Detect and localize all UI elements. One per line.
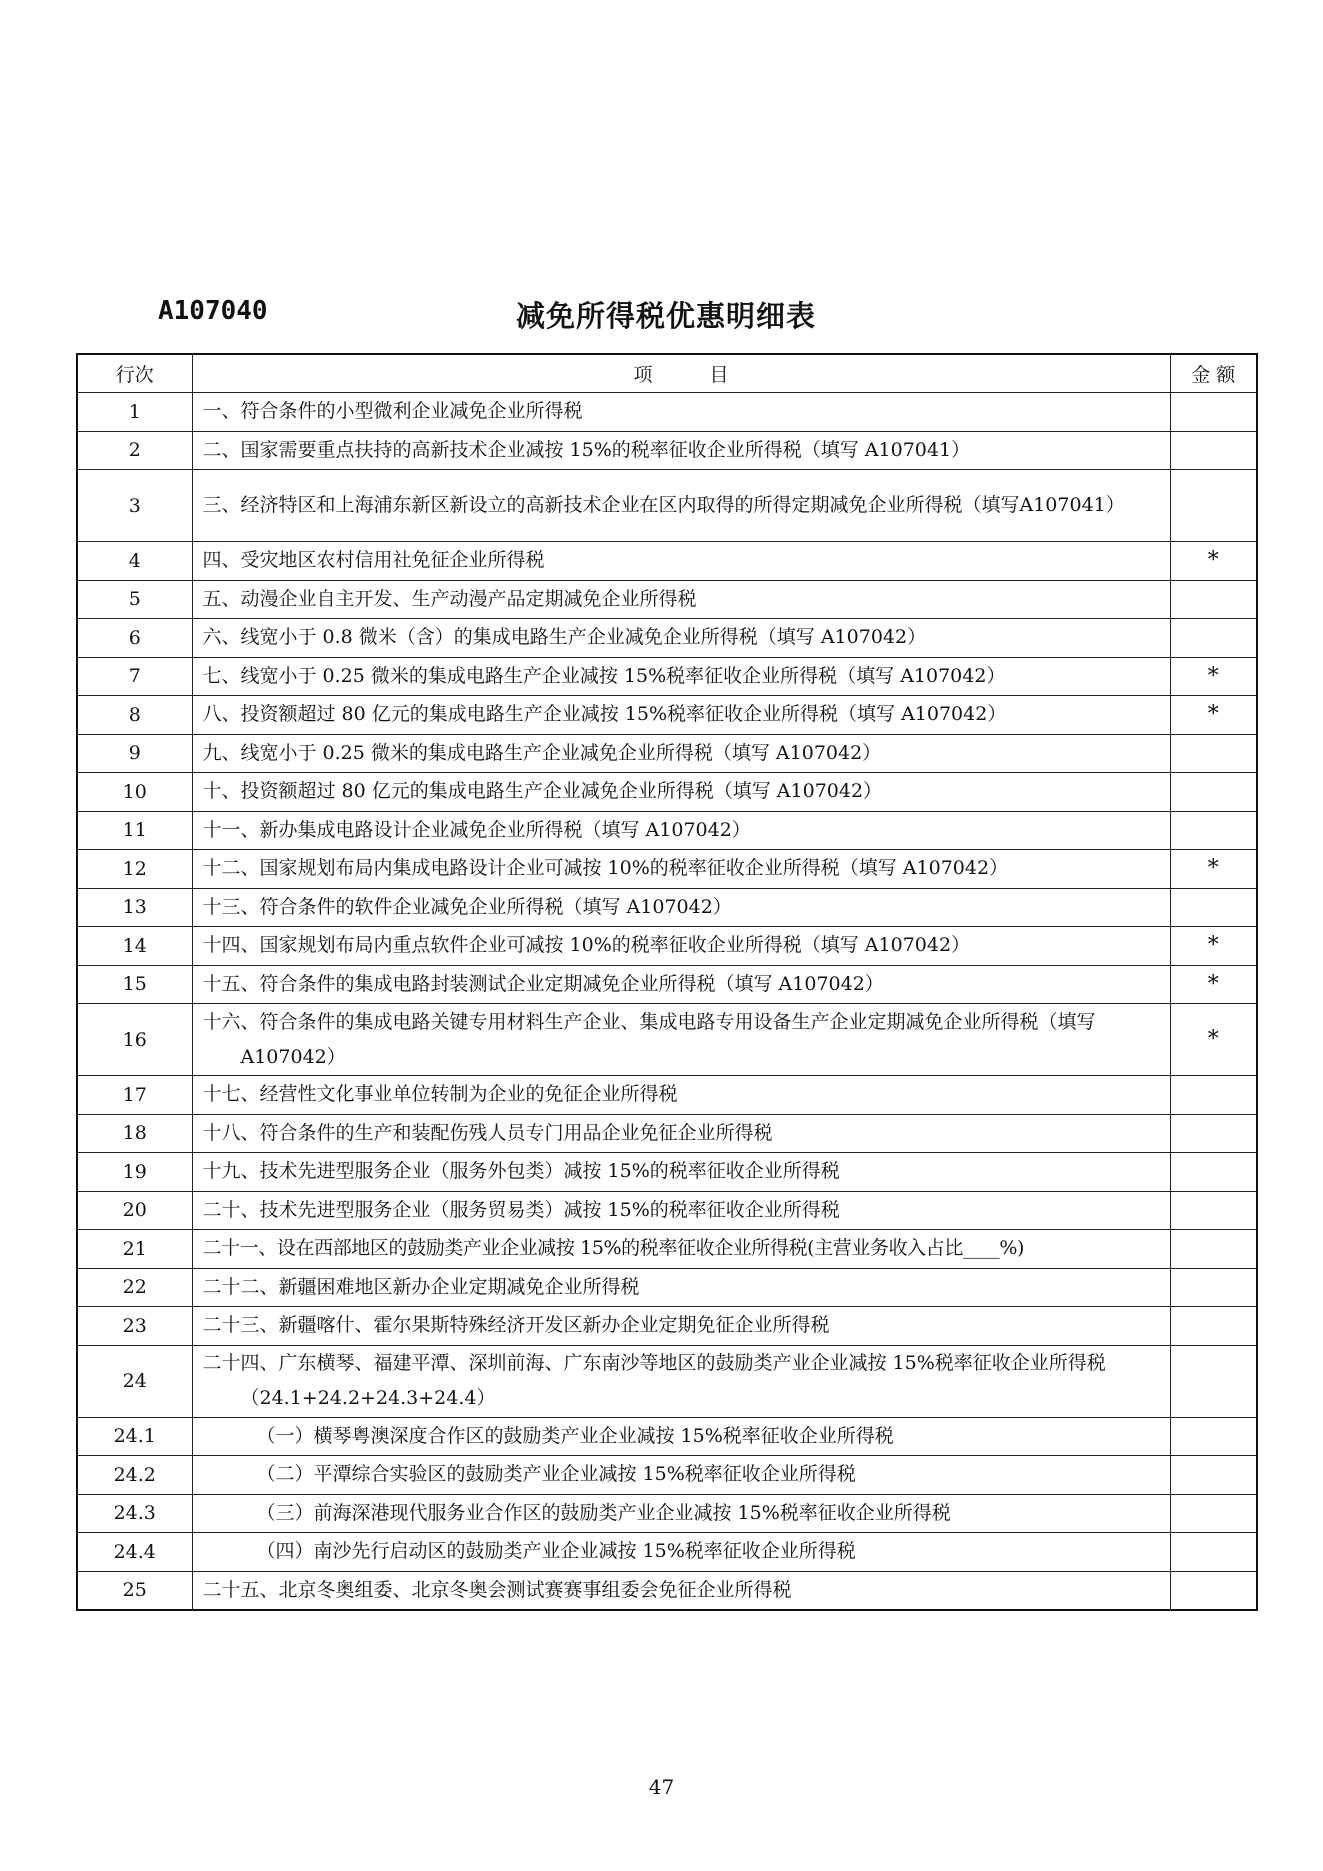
row-number: 24.3 [77, 1494, 192, 1533]
table-row [77, 888, 1257, 927]
table-row [77, 927, 1257, 966]
row-item: （四）南沙先行启动区的鼓励类产业企业减按 15%税率征收企业所得税 [192, 1533, 1170, 1572]
row-number: 25 [77, 1571, 192, 1610]
row-amount[interactable] [1170, 811, 1257, 850]
table-row [77, 1307, 1257, 1346]
row-item: 一、符合条件的小型微利企业减免企业所得税 [192, 393, 1170, 432]
table-row [77, 1456, 1257, 1495]
table-row [77, 1571, 1257, 1610]
table-row [77, 734, 1257, 773]
table-row [77, 431, 1257, 470]
table-row [77, 1494, 1257, 1533]
row-number: 13 [77, 888, 192, 927]
row-item: 十四、国家规划布局内重点软件企业可减按 10%的税率征收企业所得税（填写 A107042） [192, 927, 1170, 966]
row-item: 八、投资额超过 80 亿元的集成电路生产企业减按 15%税率征收企业所得税（填写 A107042） [192, 696, 1170, 735]
table-row [77, 657, 1257, 696]
row-amount[interactable] [1170, 1191, 1257, 1230]
row-amount[interactable] [1170, 1114, 1257, 1153]
row-amount[interactable] [1170, 1417, 1257, 1456]
row-amount[interactable] [1170, 888, 1257, 927]
row-number: 5 [77, 580, 192, 619]
row-item: 十三、符合条件的软件企业减免企业所得税（填写 A107042） [192, 888, 1170, 927]
row-item: 十一、新办集成电路设计企业减免企业所得税（填写 A107042） [192, 811, 1170, 850]
table-row [77, 1345, 1257, 1417]
row-number: 7 [77, 657, 192, 696]
row-item: 二、国家需要重点扶持的高新技术企业减按 15%的税率征收企业所得税（填写 A107041） [192, 431, 1170, 470]
row-amount[interactable] [1170, 1571, 1257, 1610]
row-number: 14 [77, 927, 192, 966]
row-number: 15 [77, 965, 192, 1004]
row-amount: * [1170, 657, 1257, 696]
row-number: 3 [77, 470, 192, 542]
row-amount: * [1170, 1004, 1257, 1076]
row-amount[interactable] [1170, 470, 1257, 542]
row-number: 9 [77, 734, 192, 773]
row-item: 十九、技术先进型服务企业（服务外包类）减按 15%的税率征收企业所得税 [192, 1153, 1170, 1192]
row-item: 二十五、北京冬奥组委、北京冬奥会测试赛赛事组委会免征企业所得税 [192, 1571, 1170, 1610]
table-row [77, 1191, 1257, 1230]
header-amount: 金 额 [1170, 354, 1257, 393]
row-amount[interactable] [1170, 1345, 1257, 1417]
table-row [77, 470, 1257, 542]
table-row [77, 1417, 1257, 1456]
row-amount: * [1170, 850, 1257, 889]
row-amount: * [1170, 927, 1257, 966]
form-header [76, 294, 1256, 334]
tax-reduction-table [76, 353, 1258, 1611]
row-item: 七、线宽小于 0.25 微米的集成电路生产企业减按 15%税率征收企业所得税（填写 A107042） [192, 657, 1170, 696]
row-number: 12 [77, 850, 192, 889]
table-row [77, 580, 1257, 619]
row-amount[interactable] [1170, 619, 1257, 658]
row-amount[interactable] [1170, 1456, 1257, 1495]
row-item: 二十一、设在西部地区的鼓励类产业企业减按 15%的税率征收企业所得税(主营业务收入占比____%) [192, 1230, 1170, 1269]
table-row [77, 965, 1257, 1004]
table-row [77, 811, 1257, 850]
row-amount[interactable] [1170, 1494, 1257, 1533]
table-row [77, 1153, 1257, 1192]
header-row-number: 行次 [77, 354, 192, 393]
row-item: 十五、符合条件的集成电路封装测试企业定期减免企业所得税（填写 A107042） [192, 965, 1170, 1004]
form-code: A107040 [158, 296, 268, 326]
row-number: 24 [77, 1345, 192, 1417]
table-header-row [77, 354, 1257, 393]
row-number: 24.2 [77, 1456, 192, 1495]
row-number: 1 [77, 393, 192, 432]
page-number: 47 [648, 1775, 675, 1799]
row-amount[interactable] [1170, 773, 1257, 812]
row-number: 6 [77, 619, 192, 658]
row-item: 十二、国家规划布局内集成电路设计企业可减按 10%的税率征收企业所得税（填写 A107042） [192, 850, 1170, 889]
row-amount[interactable] [1170, 1533, 1257, 1572]
row-number: 18 [77, 1114, 192, 1153]
table-row [77, 1230, 1257, 1269]
row-number: 11 [77, 811, 192, 850]
table-row [77, 773, 1257, 812]
row-amount[interactable] [1170, 1153, 1257, 1192]
table-row [77, 1268, 1257, 1307]
row-item: 二十、技术先进型服务企业（服务贸易类）减按 15%的税率征收企业所得税 [192, 1191, 1170, 1230]
header-item: 项 目 [192, 354, 1170, 393]
row-amount[interactable] [1170, 1307, 1257, 1346]
row-number: 10 [77, 773, 192, 812]
table-row [77, 542, 1257, 581]
row-amount[interactable] [1170, 1230, 1257, 1269]
row-number: 23 [77, 1307, 192, 1346]
table-row [77, 696, 1257, 735]
row-item: 二十四、广东横琴、福建平潭、深圳前海、广东南沙等地区的鼓励类产业企业减按 15%税率征收企业所得税（24.1+24.2+24.3+24.4） [192, 1345, 1170, 1417]
row-amount: * [1170, 965, 1257, 1004]
row-number: 21 [77, 1230, 192, 1269]
row-amount[interactable] [1170, 734, 1257, 773]
row-item: （一）横琴粤澳深度合作区的鼓励类产业企业减按 15%税率征收企业所得税 [192, 1417, 1170, 1456]
row-number: 19 [77, 1153, 192, 1192]
row-amount: * [1170, 696, 1257, 735]
row-item: 十八、符合条件的生产和装配伤残人员专门用品企业免征企业所得税 [192, 1114, 1170, 1153]
row-number: 4 [77, 542, 192, 581]
row-item: 十六、符合条件的集成电路关键专用材料生产企业、集成电路专用设备生产企业定期减免企业所得税（填写 A107042） [192, 1004, 1170, 1076]
row-amount: * [1170, 542, 1257, 581]
row-number: 22 [77, 1268, 192, 1307]
row-item: （二）平潭综合实验区的鼓励类产业企业减按 15%税率征收企业所得税 [192, 1456, 1170, 1495]
row-number: 24.1 [77, 1417, 192, 1456]
row-number: 2 [77, 431, 192, 470]
table-row [77, 1004, 1257, 1076]
row-number: 16 [77, 1004, 192, 1076]
table-row [77, 393, 1257, 432]
row-amount[interactable] [1170, 580, 1257, 619]
table-row [77, 850, 1257, 889]
row-item: （三）前海深港现代服务业合作区的鼓励类产业企业减按 15%税率征收企业所得税 [192, 1494, 1170, 1533]
table-row [77, 1533, 1257, 1572]
row-item: 二十二、新疆困难地区新办企业定期减免企业所得税 [192, 1268, 1170, 1307]
row-item: 十、投资额超过 80 亿元的集成电路生产企业减免企业所得税（填写 A107042） [192, 773, 1170, 812]
row-item: 十七、经营性文化事业单位转制为企业的免征企业所得税 [192, 1076, 1170, 1115]
table-row [77, 1076, 1257, 1115]
row-amount[interactable] [1170, 393, 1257, 432]
row-number: 24.4 [77, 1533, 192, 1572]
row-number: 17 [77, 1076, 192, 1115]
row-amount[interactable] [1170, 1076, 1257, 1115]
row-number: 8 [77, 696, 192, 735]
form-title: 减免所得税优惠明细表 [515, 299, 816, 333]
row-amount[interactable] [1170, 431, 1257, 470]
row-item: 四、受灾地区农村信用社免征企业所得税 [192, 542, 1170, 581]
row-item: 三、经济特区和上海浦东新区新设立的高新技术企业在区内取得的所得定期减免企业所得税（填写A107041） [192, 470, 1170, 542]
row-amount[interactable] [1170, 1268, 1257, 1307]
row-item: 九、线宽小于 0.25 微米的集成电路生产企业减免企业所得税（填写 A107042） [192, 734, 1170, 773]
row-item: 二十三、新疆喀什、霍尔果斯特殊经济开发区新办企业定期免征企业所得税 [192, 1307, 1170, 1346]
table-row [77, 1114, 1257, 1153]
table-row [77, 619, 1257, 658]
row-number: 20 [77, 1191, 192, 1230]
row-item: 六、线宽小于 0.8 微米（含）的集成电路生产企业减免企业所得税（填写 A107042） [192, 619, 1170, 658]
row-item: 五、动漫企业自主开发、生产动漫产品定期减免企业所得税 [192, 580, 1170, 619]
